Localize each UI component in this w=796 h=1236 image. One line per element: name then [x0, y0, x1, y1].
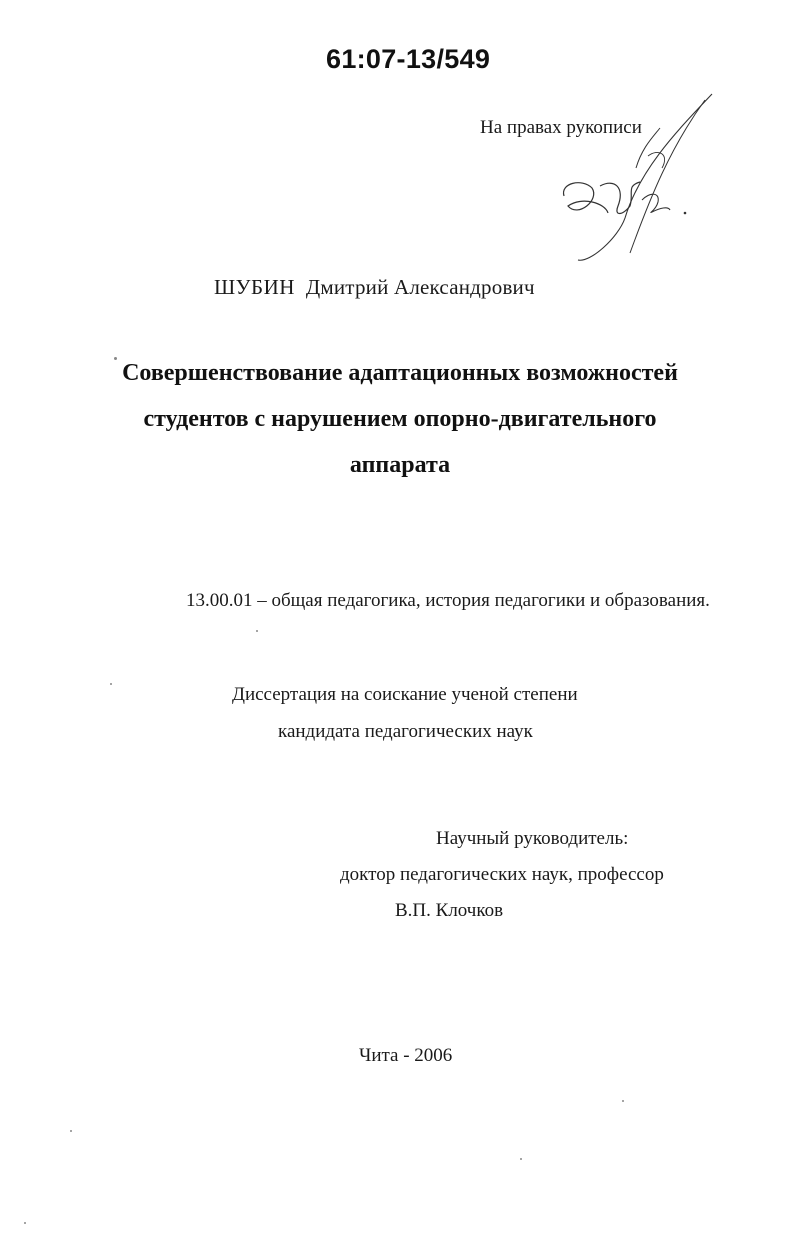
scan-speck: [110, 683, 112, 685]
specialty-code: 13.00.01 – общая педагогика, история педагогики и образования.: [186, 590, 710, 611]
scan-speck: [24, 1222, 26, 1224]
degree-line-2: кандидата педагогических наук: [278, 721, 533, 742]
scan-speck: [114, 357, 117, 360]
scan-speck: [256, 630, 258, 632]
dissertation-title: [60, 350, 740, 488]
scan-speck: [70, 1130, 72, 1132]
catalog-number: 61:07-13/549: [326, 44, 491, 74]
degree-line-1: Диссертация на соискание ученой степени: [232, 684, 578, 705]
scan-speck: [520, 1158, 522, 1160]
author-given-names: Дмитрий Александрович: [305, 275, 535, 299]
city-year: Чита - 2006: [359, 1045, 453, 1066]
author-surname: ШУБИН: [214, 275, 295, 299]
handwritten-signature-icon: [530, 88, 730, 278]
author-name: [214, 275, 535, 300]
title-line: Совершенствование адаптационных возможностей: [122, 360, 678, 386]
adviser-name: В.П. Клочков: [395, 900, 504, 921]
title-line: аппарата: [349, 452, 451, 478]
title-line: студентов с нарушением опорно-двигательного: [143, 406, 657, 432]
adviser-title: доктор педагогических наук, профессор: [340, 864, 664, 885]
scan-speck: [622, 1100, 624, 1102]
adviser-label: Научный руководитель:: [436, 828, 629, 849]
rights-label: На правах рукописи: [480, 117, 642, 138]
